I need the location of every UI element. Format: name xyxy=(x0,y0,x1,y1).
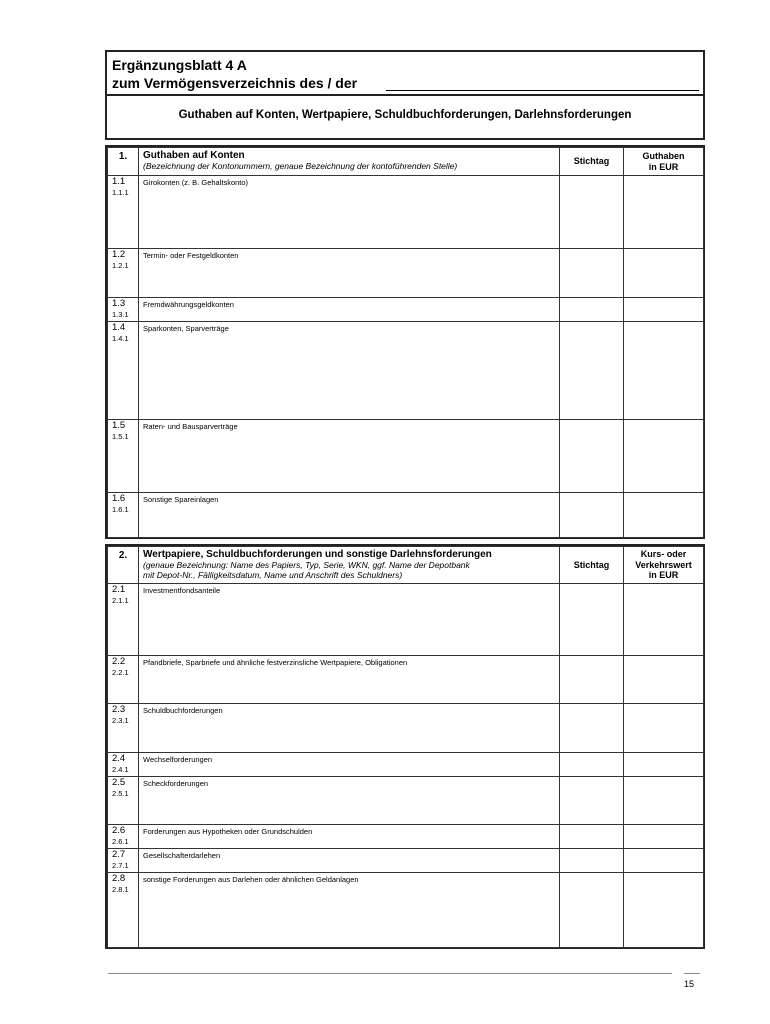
section-securities xyxy=(105,544,705,949)
row-num: 2.1 xyxy=(112,584,126,595)
row-description[interactable]: Pfandbriefe, Sparbriefe und ähnliche festverzinsliche Wertpapiere, Obligationen xyxy=(139,656,560,704)
row-number xyxy=(108,249,139,298)
form-subtitle: Guthaben auf Konten, Wertpapiere, Schuldbuchforderungen, Darlehnsforderungen xyxy=(178,109,632,121)
form-title-line2: zum Vermögensverzeichnis des / der xyxy=(112,75,358,91)
table-row xyxy=(108,849,704,873)
owner-name-field[interactable] xyxy=(386,90,699,91)
section-subtitle-line1: (genaue Bezeichnung: Name des Papiers, Typ, Serie, WKN, ggf. Name der Depotbank xyxy=(143,560,470,570)
row-number xyxy=(108,704,139,753)
date-cell[interactable] xyxy=(560,656,624,704)
date-cell[interactable] xyxy=(560,322,624,420)
amount-cell[interactable] xyxy=(624,493,704,538)
row-subnum: 2.3.1 xyxy=(112,716,129,725)
section-title-cell xyxy=(139,547,560,584)
date-cell[interactable] xyxy=(560,249,624,298)
row-num: 2.5 xyxy=(112,777,126,788)
row-subnum: 2.8.1 xyxy=(112,885,129,894)
row-subnum: 2.6.1 xyxy=(112,837,129,846)
row-number xyxy=(108,298,139,322)
amount-cell[interactable] xyxy=(624,777,704,825)
table-row xyxy=(108,704,704,753)
row-num: 2.8 xyxy=(112,873,126,884)
date-cell[interactable] xyxy=(560,298,624,322)
section-subtitle: (Bezeichnung der Kontonummern, genaue Bezeichnung der kontoführenden Stelle) xyxy=(143,161,458,171)
row-description[interactable]: Fremdwährungsgeldkonten xyxy=(139,298,560,322)
table-row xyxy=(108,322,704,420)
row-number xyxy=(108,753,139,777)
table-row xyxy=(108,420,704,493)
row-num: 1.5 xyxy=(112,420,126,431)
row-subnum: 2.2.1 xyxy=(112,668,129,677)
row-description[interactable]: Scheckforderungen xyxy=(139,777,560,825)
section-title: Wertpapiere, Schuldbuchforderungen und sonstige Darlehnsforderungen xyxy=(143,549,492,560)
amount-cell[interactable] xyxy=(624,656,704,704)
column-header-value-line1: Kurs- oder xyxy=(640,549,687,560)
column-header-value-line3: in EUR xyxy=(648,570,679,581)
amount-cell[interactable] xyxy=(624,704,704,753)
row-number xyxy=(108,493,139,538)
date-cell[interactable] xyxy=(560,420,624,493)
row-subnum: 1.4.1 xyxy=(112,334,129,343)
date-cell[interactable] xyxy=(560,753,624,777)
table-row xyxy=(108,493,704,538)
date-cell[interactable] xyxy=(560,849,624,873)
row-num: 1.3 xyxy=(112,298,126,309)
table-row xyxy=(108,753,704,777)
amount-cell[interactable] xyxy=(624,825,704,849)
table-row xyxy=(108,249,704,298)
section-number: 1. xyxy=(108,148,139,176)
column-header-date: Stichtag xyxy=(560,148,624,176)
column-header-value xyxy=(624,547,704,584)
form-title: Ergänzungsblatt 4 A xyxy=(112,57,247,73)
footer-divider xyxy=(108,973,672,974)
table-row xyxy=(108,873,704,948)
row-number xyxy=(108,873,139,948)
table-row xyxy=(108,584,704,656)
row-subnum: 2.7.1 xyxy=(112,861,129,870)
amount-cell[interactable] xyxy=(624,753,704,777)
row-number xyxy=(108,825,139,849)
row-subnum: 1.1.1 xyxy=(112,188,129,197)
column-header-date: Stichtag xyxy=(560,547,624,584)
row-num: 1.4 xyxy=(112,322,126,333)
header-divider xyxy=(107,94,703,96)
row-num: 2.4 xyxy=(112,753,126,764)
section-header-row xyxy=(108,547,704,584)
date-cell[interactable] xyxy=(560,493,624,538)
table-row xyxy=(108,656,704,704)
row-description[interactable]: sonstige Forderungen aus Darlehen oder ähnlichen Geldanlagen xyxy=(139,873,560,948)
amount-cell[interactable] xyxy=(624,298,704,322)
row-description[interactable]: Girokonten (z. B. Gehaltskonto) xyxy=(139,176,560,249)
column-header-value xyxy=(624,148,704,176)
row-description[interactable]: Gesellschafterdarlehen xyxy=(139,849,560,873)
column-header-value-line1: Guthaben xyxy=(642,151,685,161)
row-description[interactable]: Raten- und Bausparverträge xyxy=(139,420,560,493)
accounts-table xyxy=(107,147,704,538)
section-title-cell xyxy=(139,148,560,176)
securities-table xyxy=(107,546,704,948)
date-cell[interactable] xyxy=(560,584,624,656)
row-subnum: 2.1.1 xyxy=(112,596,129,605)
column-header-value-line2: Verkehrswert xyxy=(635,559,692,570)
page-number: 15 xyxy=(684,979,695,989)
table-row xyxy=(108,825,704,849)
amount-cell[interactable] xyxy=(624,849,704,873)
row-description[interactable]: Termin- oder Festgeldkonten xyxy=(139,249,560,298)
row-description[interactable]: Forderungen aus Hypotheken oder Grundschulden xyxy=(139,825,560,849)
table-row xyxy=(108,176,704,249)
section-header-row xyxy=(108,148,704,176)
amount-cell[interactable] xyxy=(624,420,704,493)
row-number xyxy=(108,176,139,249)
amount-cell[interactable] xyxy=(624,584,704,656)
row-num: 1.6 xyxy=(112,493,126,504)
row-subnum: 1.6.1 xyxy=(112,505,129,514)
section-subtitle-line2: mit Depot-Nr., Fälligkeitsdatum, Name und Anschrift des Schuldners) xyxy=(143,570,403,580)
row-number xyxy=(108,322,139,420)
row-num: 2.6 xyxy=(112,825,126,836)
row-num: 1.2 xyxy=(112,249,126,260)
column-header-value-line2: in EUR xyxy=(648,161,679,172)
row-num: 1.1 xyxy=(112,176,126,187)
date-cell[interactable] xyxy=(560,777,624,825)
table-row xyxy=(108,777,704,825)
row-subnum: 1.3.1 xyxy=(112,310,129,319)
amount-cell[interactable] xyxy=(624,322,704,420)
row-number xyxy=(108,777,139,825)
row-description[interactable]: Sparkonten, Sparverträge xyxy=(139,322,560,420)
row-num: 2.2 xyxy=(112,656,126,667)
row-number xyxy=(108,849,139,873)
date-cell[interactable] xyxy=(560,873,624,948)
row-subnum: 1.2.1 xyxy=(112,261,129,270)
row-subnum: 1.5.1 xyxy=(112,432,129,441)
amount-cell[interactable] xyxy=(624,873,704,948)
table-row xyxy=(108,298,704,322)
row-description[interactable]: Investmentfondsanteile xyxy=(139,584,560,656)
section-number: 2. xyxy=(108,547,139,584)
row-subnum: 2.5.1 xyxy=(112,789,129,798)
amount-cell[interactable] xyxy=(624,249,704,298)
amount-cell[interactable] xyxy=(624,176,704,249)
row-description[interactable]: Sonstige Spareinlagen xyxy=(139,493,560,538)
row-num: 2.7 xyxy=(112,849,126,860)
row-subnum: 2.4.1 xyxy=(112,765,129,774)
row-number xyxy=(108,656,139,704)
section-accounts xyxy=(105,145,705,539)
date-cell[interactable] xyxy=(560,176,624,249)
row-num: 2.3 xyxy=(112,704,126,715)
section-title: Guthaben auf Konten xyxy=(143,150,245,161)
form-header xyxy=(105,50,705,140)
row-number xyxy=(108,584,139,656)
date-cell[interactable] xyxy=(560,825,624,849)
row-number xyxy=(108,420,139,493)
date-cell[interactable] xyxy=(560,704,624,753)
footer-divider-short xyxy=(684,973,700,974)
row-description[interactable]: Schuldbuchforderungen xyxy=(139,704,560,753)
row-description[interactable]: Wechselforderungen xyxy=(139,753,560,777)
